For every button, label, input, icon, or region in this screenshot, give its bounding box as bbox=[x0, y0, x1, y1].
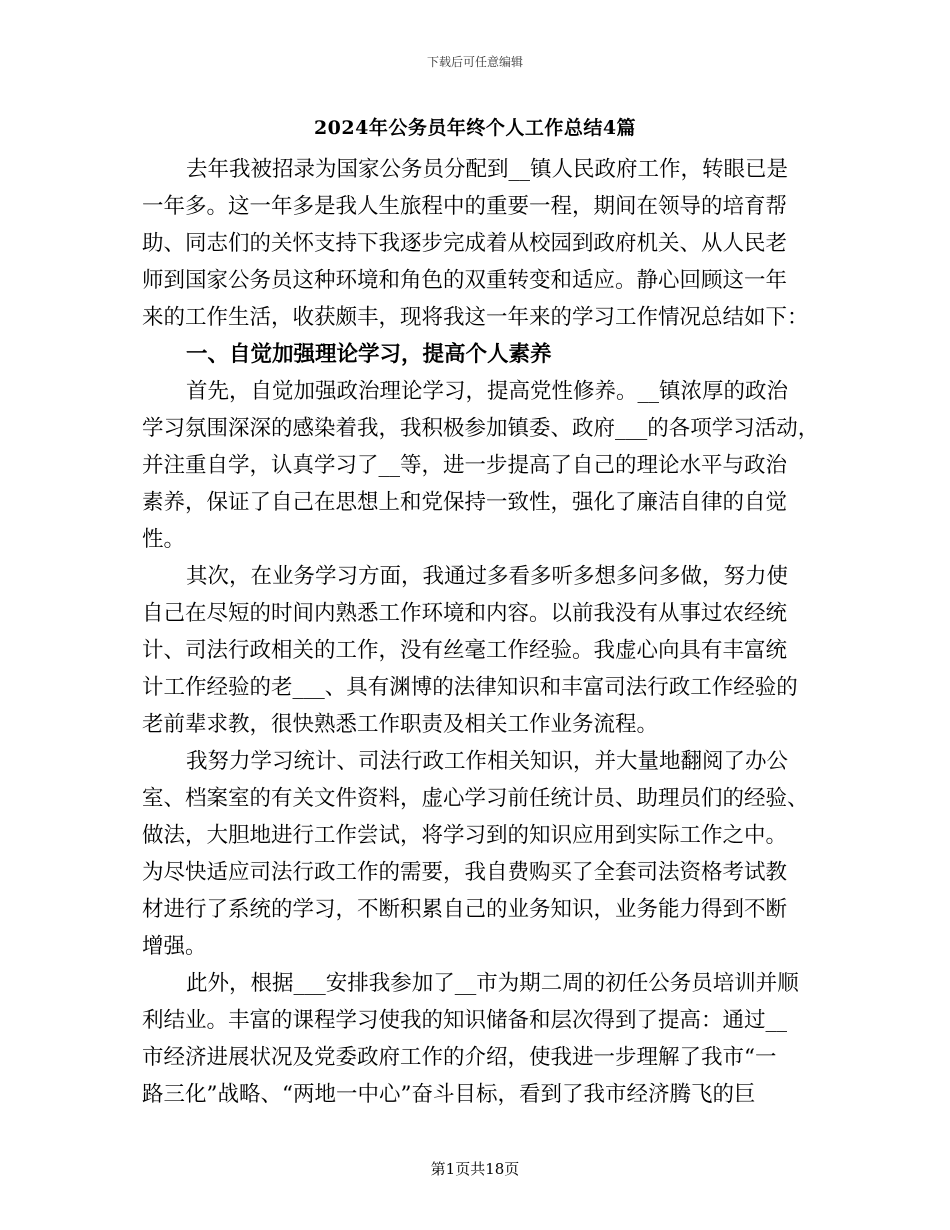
body-line: 首先，自觉加强政治理论学习，提高党性修养。__镇浓厚的政治 bbox=[186, 379, 789, 404]
body-line: 计、司法行政相关的工作，没有丝毫工作经验。我虚心向具有丰富统 bbox=[142, 638, 788, 663]
page-header: 下载后可任意编辑 bbox=[426, 55, 523, 69]
body-line: 自己在尽短的时间内熟悉工作环境和内容。以前我没有从事过农经统 bbox=[142, 601, 788, 626]
body-line: 做法，大胆地进行工作尝试，将学习到的知识应用到实际工作之中。 bbox=[142, 823, 788, 848]
body-line: 市经济进展状况及党委政府工作的介绍，使我进一步理解了我市“一 bbox=[142, 1045, 777, 1070]
body-line: 材进行了系统的学习，不断积累自己的业务知识，业务能力得到不断 bbox=[142, 897, 788, 922]
body-line: 此外，根据___安排我参加了__市为期二周的初任公务员培训并顺 bbox=[186, 971, 799, 996]
body-line: 一年多。这一年多是我人生旅程中的重要一程，期间在领导的培育帮 bbox=[142, 194, 788, 219]
body-line: 计工作经验的老___、具有渊博的法律知识和丰富司法行政工作经验的 bbox=[142, 675, 798, 700]
body-line: 其次，在业务学习方面，我通过多看多听多想多问多做，努力使 bbox=[186, 564, 789, 589]
body-line: 去年我被招录为国家公务员分配到__镇人民政府工作，转眼已是 bbox=[186, 157, 789, 182]
page-footer: 第1页共18页 bbox=[430, 1160, 520, 1178]
body-line: 性。 bbox=[142, 527, 186, 552]
section-heading: 一、自觉加强理论学习，提高个人素养 bbox=[186, 342, 552, 367]
body-line: 并注重自学，认真学习了__等，进一步提高了自己的理论水平与政治 bbox=[142, 453, 788, 478]
body-line: 助、同志们的关怀支持下我逐步完成着从校园到政府机关、从人民老 bbox=[142, 231, 788, 256]
body-line: 室、档案室的有关文件资料，虚心学习前任统计员、助理员们的经验、 bbox=[142, 786, 809, 811]
body-line: 我努力学习统计、司法行政工作相关知识，并大量地翻阅了办公 bbox=[186, 749, 789, 774]
body-line: 利结业。丰富的课程学习使我的知识储备和层次得到了提高：通过__ bbox=[142, 1008, 788, 1033]
document-title: 2024年公务员年终个人工作总结4篇 bbox=[313, 117, 637, 139]
body-line: 师到国家公务员这种环境和角色的双重转变和适应。静心回顾这一年 bbox=[142, 268, 788, 293]
body-line: 路三化”战略、“两地一中心”奋斗目标，看到了我市经济腾飞的巨 bbox=[142, 1082, 756, 1107]
body-line: 素养，保证了自己在思想上和党保持一致性，强化了廉洁自律的自觉 bbox=[142, 490, 788, 515]
document-body bbox=[142, 151, 820, 1113]
body-line: 学习氛围深深的感染着我，我积极参加镇委、政府___的各项学习活动， bbox=[142, 416, 820, 441]
body-line: 为尽快适应司法行政工作的需要，我自费购买了全套司法资格考试教 bbox=[142, 860, 788, 885]
body-line: 老前辈求教，很快熟悉工作职责及相关工作业务流程。 bbox=[142, 712, 659, 737]
body-line: 来的工作生活，收获颇丰，现将我这一年来的学习工作情况总结如下： bbox=[142, 305, 809, 330]
body-line: 增强。 bbox=[142, 934, 207, 959]
